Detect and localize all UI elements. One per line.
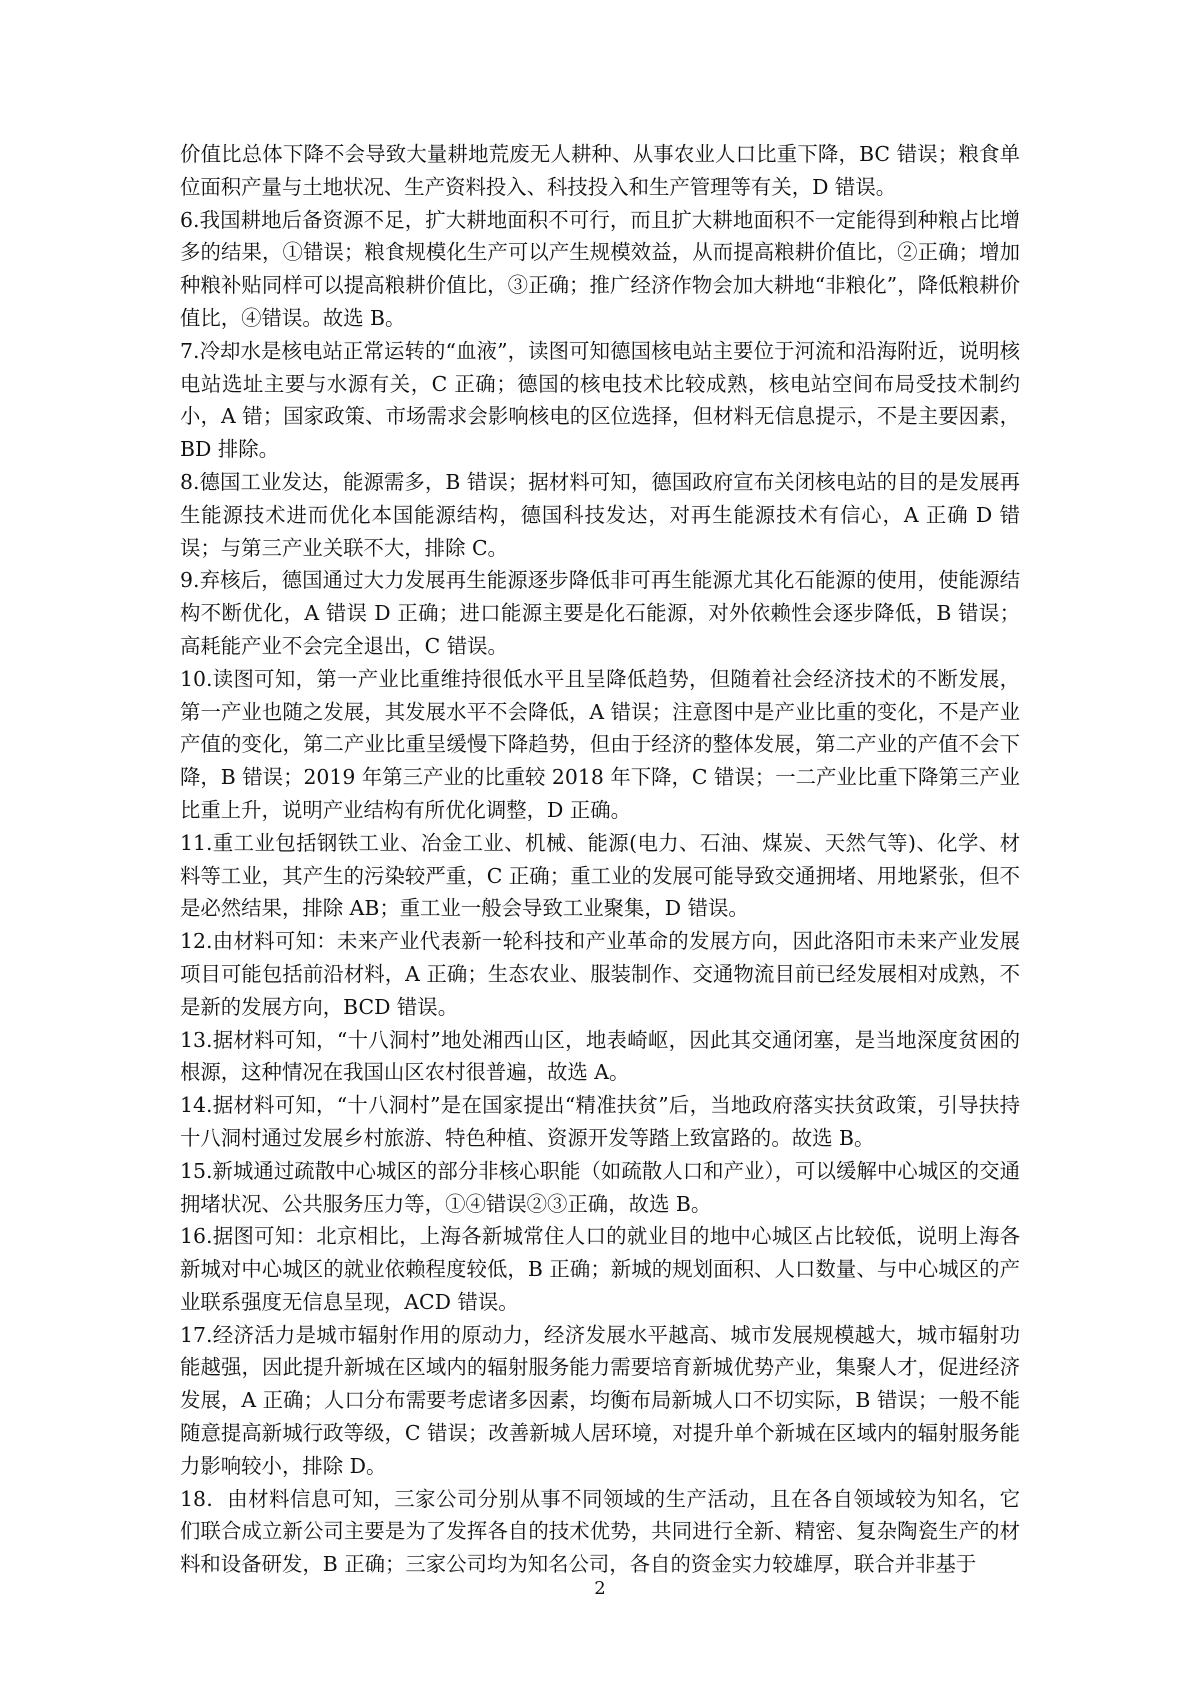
answer-17: 17.经济活力是城市辐射作用的原动力，经济发展水平越高、城市发展规模越大，城市辐射功能越强，因此提升新城在区域内的辐射服务能力需要培育新城优势产业，集聚人才，促进经济发展，A 正确；人口分布需要考虑诸多因素，均衡布局新城人口不切实际，B 错误；一般不能随意提高新城行政等级，C 错误；改善新城人居环境，对提升单个新城在区域内的辐射服务能力影响较小，排除 D。 — [180, 1322, 1020, 1478]
answer-15: 15.新城通过疏散中心城区的部分非核心职能（如疏散人口和产业），可以缓解中心城区的交通拥堵状况、公共服务压力等，①④错误②③正确，故选 B。 — [180, 1158, 1020, 1216]
answer-18: 18．由材料信息可知，三家公司分别从事不同领域的生产活动，且在各自领域较为知名，它们联合成立新公司主要是为了发挥各自的技术优势，共同进行全新、精密、复杂陶瓷生产的材料和设备研发，B 正确；三家公司均为知名公司，各自的资金实力较雄厚，联合并非基于 — [180, 1486, 1020, 1577]
answer-14: 14.据材料可知，“十八洞村”是在国家提出“精准扶贫”后，当地政府落实扶贫政策，引导扶持十八洞村通过发展乡村旅游、特色种植、资源开发等踏上致富路的。故选 B。 — [180, 1093, 1020, 1150]
answer-6: 6.我国耕地后备资源不足，扩大耕地面积不可行，而且扩大耕地面积不一定能得到种粮占比增多的结果，①错误；粮食规模化生产可以产生规模效益，从而提高粮耕价值比，②正确；增加种粮补贴同样可以提高粮耕价值比，③正确；推广经济作物会加大耕地“非粮化”，降低粮耕价值比，④错误。故选 B。 — [180, 207, 1020, 330]
answer-12: 12.由材料可知：未来产业代表新一轮科技和产业革命的发展方向，因此洛阳市未来产业发展项目可能包括前沿材料，A 正确；生态农业、服装制作、交通物流目前已经发展相对成熟，不是新的发展方向，BCD 错误。 — [180, 929, 1020, 1019]
paragraph-continued: 价值比总体下降不会导致大量耕地荒废无人耕种、从事农业人口比重下降，BC 错误；粮食单位面积产量与土地状况、生产资料投入、科技投入和生产管理等有关，D 错误。 — [180, 142, 1020, 199]
answer-8: 8.德国工业发达，能源需多，B 错误；据材料可知，德国政府宣布关闭核电站的目的是发展再生能源技术进而优化本国能源结构，德国科技发达，对再生能源技术有信心，A 正确 D 错误；与第三产业关联不大，排除 C。 — [180, 469, 1020, 560]
answer-10: 10.读图可知，第一产业比重维持很低水平且呈降低趋势，但随着社会经济技术的不断发展，第一产业也随之发展，其发展水平不会降低，A 错误；注意图中是产业比重的变化，不是产业产值的变化，第二产业比重呈缓慢下降趋势，但由于经济的整体发展，第二产业的产值不会下降，B 错误；2019 年第三产业的比重较 2018 年下降，C 错误；一二产业比重下降第三产业比重上升，说明产业结构有所优化调整，D 正确。 — [180, 666, 1020, 822]
answer-explanations — [180, 138, 1020, 1581]
answer-13: 13.据材料可知，“十八洞村”地处湘西山区，地表崎岖，因此其交通闭塞，是当地深度贫困的根源，这种情况在我国山区农村很普遍，故选 A。 — [180, 1027, 1020, 1085]
answer-16: 16.据图可知：北京相比，上海各新城常住人口的就业目的地中心城区占比较低，说明上海各新城对中心城区的就业依赖程度较低，B 正确；新城的规划面积、人口数量、与中心城区的产业联系强度无信息呈现，ACD 错误。 — [180, 1224, 1020, 1314]
answer-7: 7.冷却水是核电站正常运转的“血液”，读图可知德国核电站主要位于河流和沿海附近，说明核电站选址主要与水源有关，C 正确；德国的核电技术比较成熟，核电站空间布局受技术制约小，A 错；国家政策、市场需求会影响核电的区位选择，但材料无信息提示，不是主要因素，BD 排除。 — [180, 338, 1020, 462]
page-number: 2 — [594, 1578, 606, 1599]
answer-11: 11.重工业包括钢铁工业、冶金工业、机械、能源(电力、石油、煤炭、天然气等)、化学、材料等工业，其产生的污染较严重，C 正确；重工业的发展可能导致交通拥堵、用地紧张，但不是必然结果，排除 AB；重工业一般会导致工业聚集，D 错误。 — [180, 830, 1020, 921]
answer-9: 9.弃核后，德国通过大力发展再生能源逐步降低非可再生能源尤其化石能源的使用，使能源结构不断优化，A 错误 D 正确；进口能源主要是化石能源，对外依赖性会逐步降低，B 错误；高耗能产业不会完全退出，C 错误。 — [180, 568, 1020, 658]
